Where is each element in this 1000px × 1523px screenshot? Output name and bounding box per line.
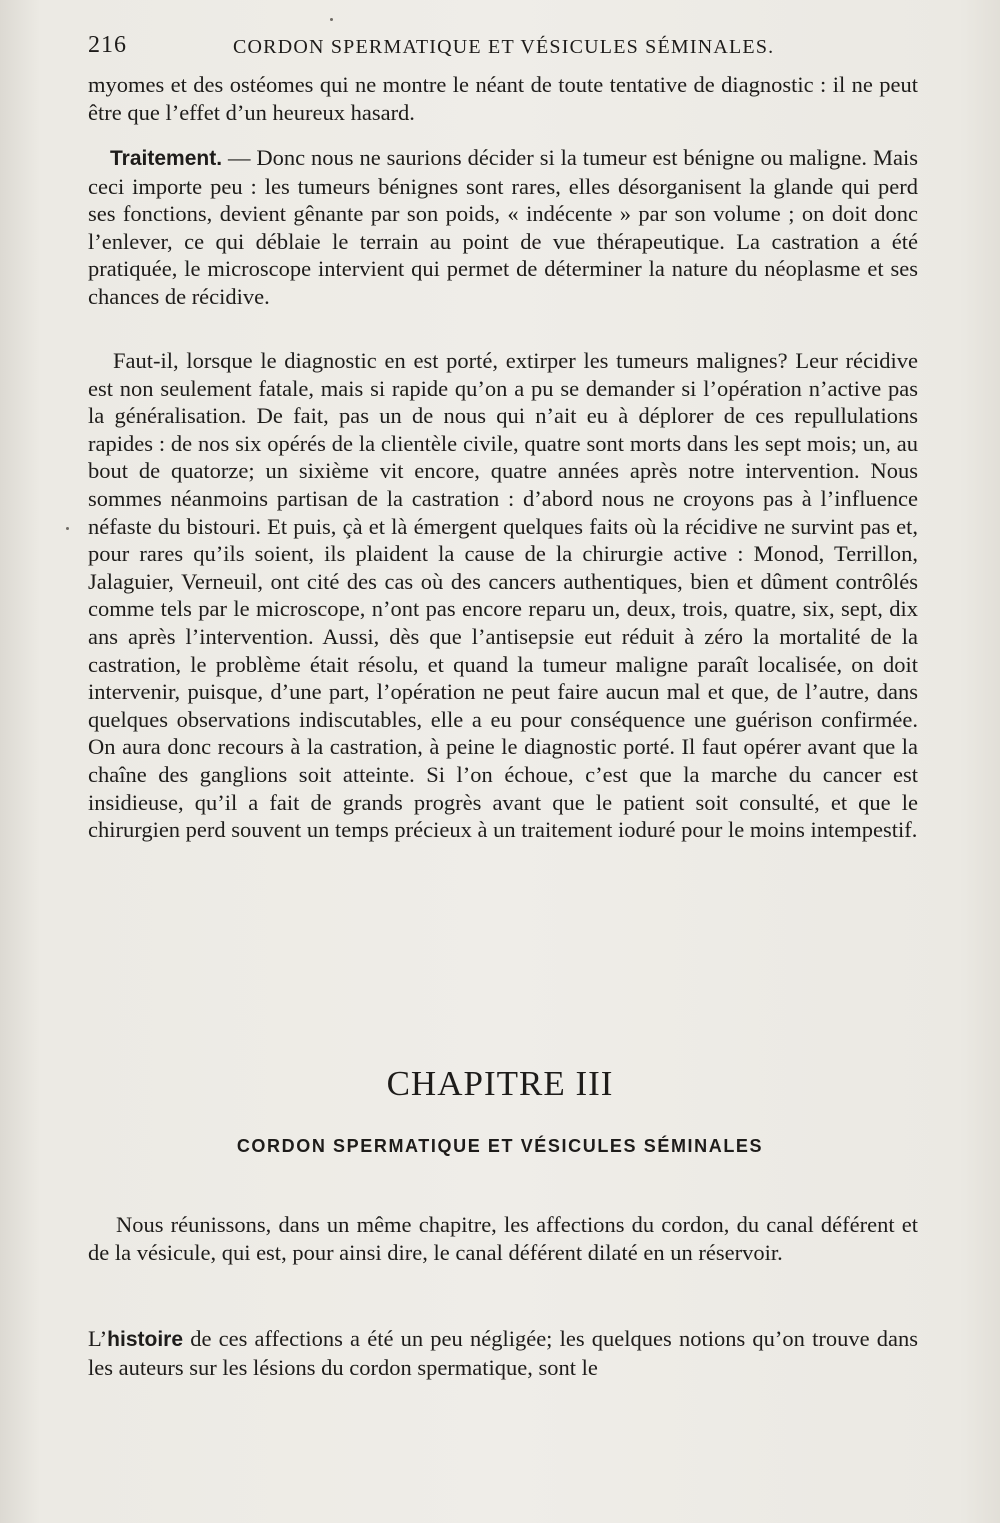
chapter-subtitle: CORDON SPERMATIQUE ET VÉSICULES SÉMINALES [236,1136,764,1156]
running-head: CORDON SPERMATIQUE ET VÉSICULES SÉMINALES. [233,36,775,58]
page-header [88,28,918,68]
paragraph-diagnostic-end: myomes et des ostéomes qui ne montre le néant de toute tentative de diagnostic : il ne peut être que l’effet d’un heureux hasard. [88,72,918,125]
paragraph-traitement-text: — Donc nous ne saurions décider si la tumeur est bénigne ou maligne. Mais ceci importe peu : les tumeurs bénignes sont rares, elles désorganisent la glande qui perd ses fonctions, devient gênante par son poids, « indécente » par son volume ; on doit donc l’enlever, ce qui déblaie le terrain au point de vue thérapeutique. La castration a été pratiquée, le microscope intervient qui permet de déterminer la nature du néoplasme et ses chances de récidive. [88,145,918,309]
margin-speck [66,527,69,530]
paragraph-histoire [88,1325,918,1381]
paragraph-introduction: Nous réunissons, dans un même chapitre, les affections du cordon, du canal déférent et de la vésicule, qui est, pour ainsi dire, le canal déférent dilaté en un réservoir. [88,1212,918,1265]
paragraph-tumeurs-malignes: Faut-il, lorsque le diagnostic en est porté, extirper les tumeurs malignes? Leur récidive est non seulement fatale, mais si rapide qu’on a pu se demander si l’opération n’active pas la généralisation. De fait, pas un de nous qui n’ait eu à déplorer de ces repullulations rapides : de nos six opérés de la clientèle civile, quatre sont morts dans les sept mois; un, au bout de quatorze; un sixième vit encore, quatre années après notre intervention. Nous sommes néanmoins partisan de la castration : d’abord nous ne croyons pas à l’influence néfaste du bistouri. Et puis, çà et là émergent quelques faits où la récidive ne survint pas et, pour rares qu’ils soient, ils plaident la cause de la chirurgie active : Monod, Terrillon, Jalaguier, Verneuil, ont cité des cas où des cancers authentiques, bien et dûment contrôlés comme tels par le microscope, n’ont pas encore reparu un, deux, trois, quatre, six, sept, dix ans après l’intervention. Aussi, dès que l’antisepsie eut réduit à zéro la mortalité de la castration, le problème était résolu, et quand la tumeur maligne paraît localisée, on doit intervenir, puisque, d’une part, l’opération ne peut faire aucun mal et que, de l’autre, dans quelques observations indiscutables, elle a eu pour conséquence une guérison confirmée. On aura donc recours à la castration, à peine le diagnostic porté. Il faut opérer avant que la chaîne des ganglions soit atteinte. Si l’on échoue, c’est que la marche du cancer est insidieuse, qu’il a fait de grands progrès avant que le patient soit consulté, et que le chirurgien perd souvent un temps précieux à un traitement ioduré pour le moins intempestif. [88,348,918,843]
paragraph-histoire-text: de ces affections a été un peu négligée; les quelques notions qu’on trouve dans les auteurs sur les lésions du cordon spermatique, sont le [88,1326,918,1380]
heading-traitement: Traitement. [110,147,223,170]
paragraph-histoire-prefix: L’ [88,1326,108,1351]
chapter-title: CHAPITRE III [386,1064,614,1103]
page-number: 216 [88,32,127,58]
paragraph-traitement [88,144,918,311]
paper-speck [330,18,333,21]
heading-histoire: histoire [107,1328,184,1351]
